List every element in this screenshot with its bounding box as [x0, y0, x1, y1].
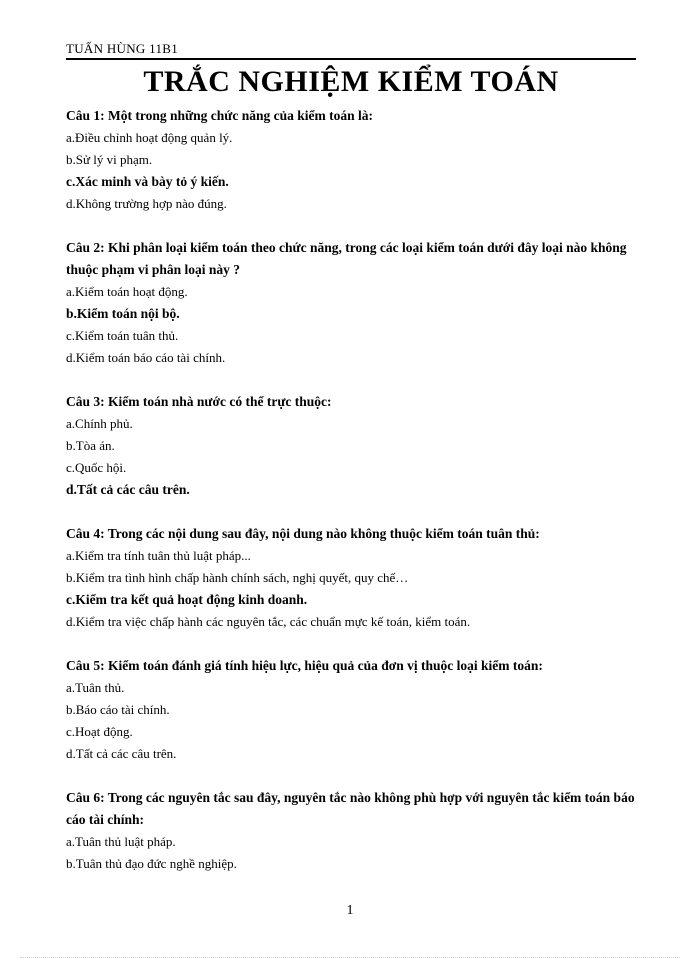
option-d-correct: d.Tất cả các câu trên. — [66, 482, 190, 497]
question-stem: Câu 2: Khi phân loại kiểm toán theo chức năng, trong các loại kiểm toán dưới đây loại nào không thuộc phạm vi phân loại này ? — [66, 240, 627, 277]
question-stem: Câu 6: Trong các nguyên tắc sau đây, nguyên tắc nào không phù hợp với nguyên tắc kiểm toán báo cáo tài chính: — [66, 790, 635, 827]
option-a: a.Điều chỉnh hoạt động quản lý. — [66, 130, 233, 145]
question-2 — [66, 237, 638, 369]
option-d: d.Kiểm toán báo cáo tài chính. — [66, 350, 226, 365]
header-rule — [66, 58, 636, 60]
option-d: d.Không trường hợp nào đúng. — [66, 196, 227, 211]
question-list — [66, 105, 638, 897]
question-6 — [66, 787, 638, 875]
question-3 — [66, 391, 638, 501]
option-c: c.Quốc hội. — [66, 460, 127, 475]
option-b: b.Sử lý vi phạm. — [66, 152, 153, 167]
question-stem: Câu 5: Kiểm toán đánh giá tính hiệu lực, hiệu quả của đơn vị thuộc loại kiểm toán: — [66, 658, 543, 673]
option-b: b.Tuân thủ đạo đức nghề nghiệp. — [66, 856, 237, 871]
page-break-dots — [20, 957, 680, 958]
option-d: d.Tất cả các câu trên. — [66, 746, 177, 761]
question-1 — [66, 105, 638, 215]
page-number: 1 — [346, 903, 354, 918]
option-a: a.Kiểm toán hoạt động. — [66, 284, 188, 299]
option-d: d.Kiểm tra việc chấp hành các nguyên tắc, các chuẩn mực kế toán, kiểm toán. — [66, 614, 471, 629]
page-title: TRẮC NGHIỆM KIỂM TOÁN — [143, 65, 559, 98]
option-a: a.Chính phủ. — [66, 416, 133, 431]
question-stem: Câu 3: Kiểm toán nhà nước có thể trực thuộc: — [66, 394, 332, 409]
option-a: a.Kiểm tra tính tuân thủ luật pháp... — [66, 548, 251, 563]
option-b-correct: b.Kiểm toán nội bộ. — [66, 306, 180, 321]
page-header: TUẤN HÙNG 11B1 — [66, 41, 179, 56]
option-b: b.Kiểm tra tình hình chấp hành chính sách, nghị quyết, quy chế… — [66, 570, 409, 585]
option-c-correct: c.Xác minh và bày tỏ ý kiến. — [66, 174, 229, 189]
question-stem: Câu 4: Trong các nội dung sau đây, nội dung nào không thuộc kiểm toán tuân thủ: — [66, 526, 540, 541]
question-5 — [66, 655, 638, 765]
option-c-correct: c.Kiểm tra kết quả hoạt động kinh doanh. — [66, 592, 308, 607]
option-b: b.Tòa án. — [66, 438, 115, 453]
option-c: c.Hoạt động. — [66, 724, 133, 739]
question-stem: Câu 1: Một trong những chức năng của kiểm toán là: — [66, 108, 373, 123]
option-a: a.Tuân thủ. — [66, 680, 125, 695]
option-c: c.Kiểm toán tuân thủ. — [66, 328, 179, 343]
option-b: b.Báo cáo tài chính. — [66, 702, 170, 717]
option-a: a.Tuân thủ luật pháp. — [66, 834, 176, 849]
question-4 — [66, 523, 638, 633]
